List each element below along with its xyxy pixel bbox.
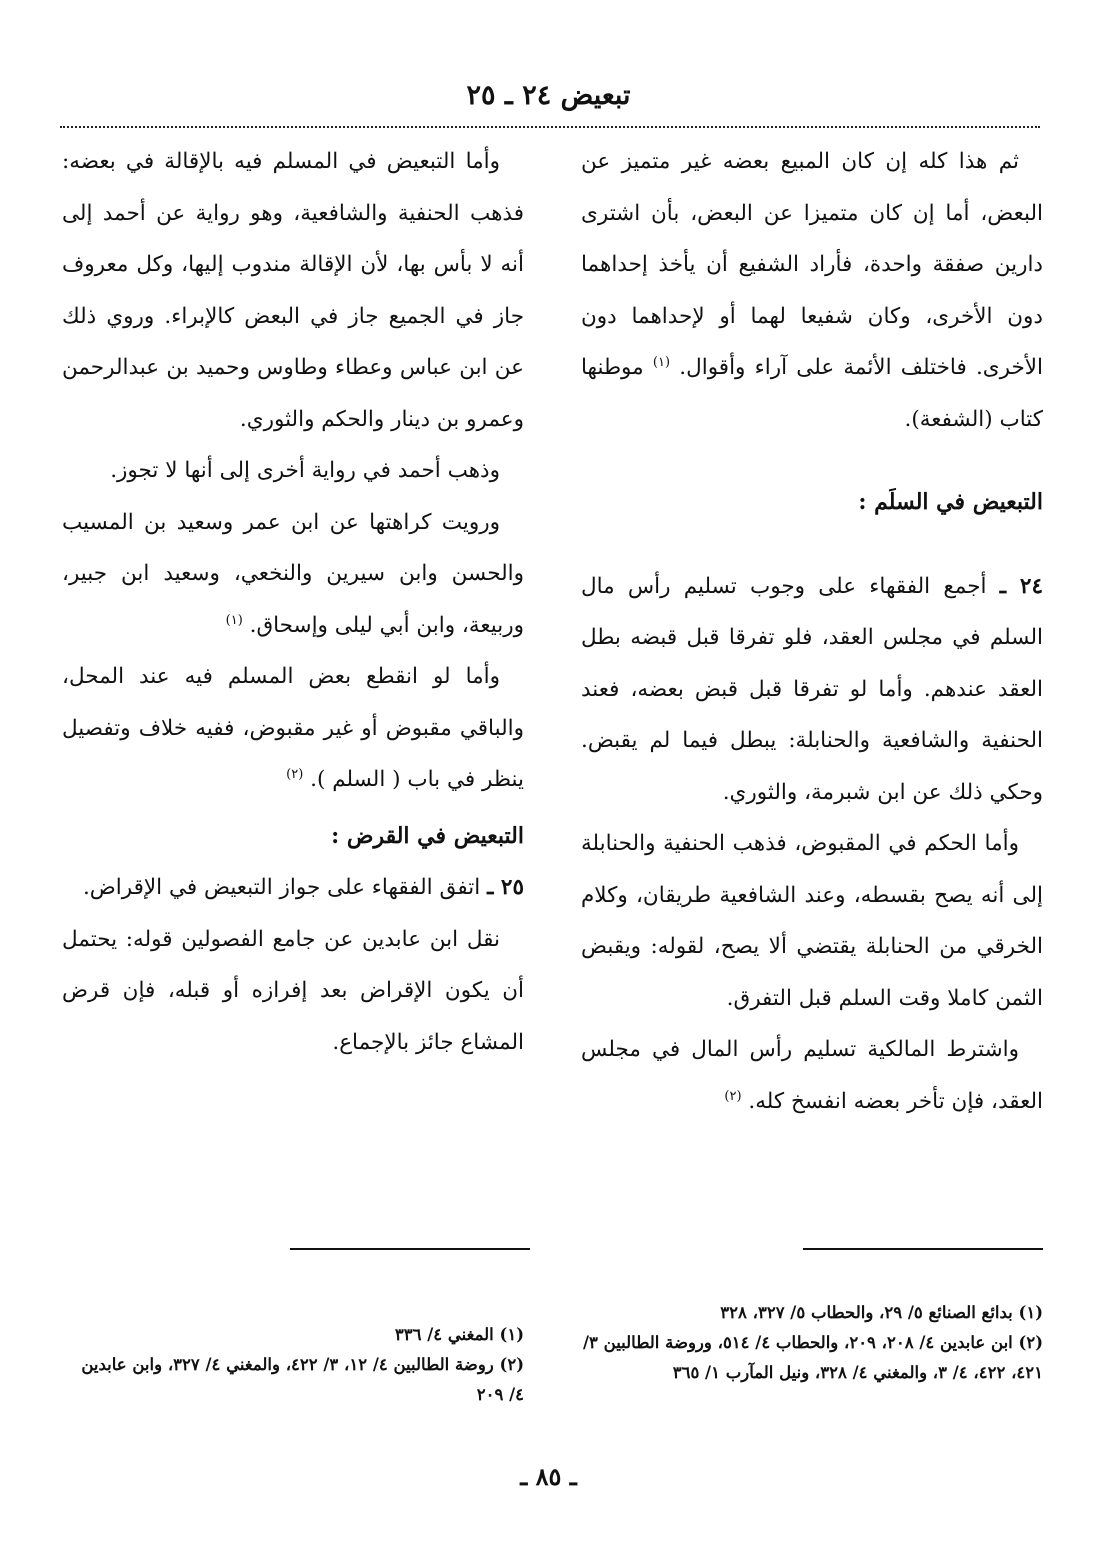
section-heading: التبعيض في السلَم : (858, 489, 1043, 515)
footnote-rule (803, 1248, 1043, 1250)
footnote-ref: (٢) (724, 1088, 742, 1104)
paragraph: ٢٤ ـ أجمع الفقهاء على وجوب تسليم رأس مال السلم في مجلس العقد، فلو تفرقا قبل قبضه بطل العقد عندهم. وأما لو تفرقا قبل قبض بعضه، فعند الحنفية والشافعية والحنابلة: يبطل فيما لم يقبض. وحكي ذلك عن ابن شبرمة، والثوري. (581, 573, 1043, 805)
footnote-ref: (١) (225, 612, 243, 628)
item-number: ٢٤ ـ (999, 573, 1043, 599)
paragraph: ٢٥ ـ اتفق الفقهاء على جواز التبعيض في الإقراض. (82, 875, 524, 900)
paragraph: ثم هذا كله إن كان المبيع بعضه غير متميز عن البعض، أما إن كان متميزا عن البعض، بأن اشترى دارين صفقة واحدة، فأراد الشفيع أن يأخذ إحداهما دون الأخرى، وكان شفيعا لهما أو لإحداهما دون الأخرى. فاختلف الأئمة على آراء وأقوال. $^{(١)}$ موطنها كتاب (الشفعة). (581, 149, 1043, 432)
footnote-ref: (٢) (286, 766, 304, 782)
footnotes-left (62, 1320, 524, 1410)
footnote: (٢) روضة الطالبين ٤/ ١٢، ٣/ ٤٢٢، والمغني ٤/ ٣٢٧، وابن عابدين ٤/ ٢٠٩ (81, 1355, 524, 1404)
item-number: ٢٥ ـ (487, 875, 524, 900)
paragraph: نقل ابن عابدين عن جامع الفصولين قوله: يحتمل أن يكون الإقراض بعد إفرازه أو قبله، فإن قرض المشاع جائز بالإجماع. (62, 926, 524, 1055)
header-dotted-rule (60, 126, 1040, 128)
footnotes-right (581, 1298, 1043, 1388)
paragraph: واشترط المالكية تسليم رأس المال في مجلس العقد، فإن تأخر بعضه انفسخ كله. $^{(٢)}$ (581, 1037, 1043, 1114)
footnote: (٢) ابن عابدين ٤/ ٢٠٨، ٢٠٩، والحطاب ٤/ ٥١٤، وروضة الطالبين ٣/ ٤٢١، ٤٢٢، ٤/ ٣، والمغني ٤/ ٣٢٨، ونيل المآرب ١/ ٣٦٥ (582, 1333, 1043, 1382)
paragraph: ورويت كراهتها عن ابن عمر وسعيد بن المسيب والحسن وابن سيرين والنخعي، وسعيد ابن جبير، وربيعة، وابن أبي ليلى وإسحاق. $^{(١)}$ (62, 509, 524, 638)
paragraph: وذهب أحمد في رواية أخرى إلى أنها لا تجوز. (110, 458, 500, 483)
page-number: ـ ٨٥ ـ (520, 1462, 577, 1491)
running-header: تبعيض ٢٤ ـ ٢٥ (466, 80, 631, 111)
paragraph: وأما الحكم في المقبوض، فذهب الحنفية والحنابلة إلى أنه يصح بقسطه، وعند الشافعية طريقان، وكلام الخرقي من الحنابلة يقتضي ألا يصح، لقوله: ويقبض الثمن كاملا وقت السلم قبل التفرق. (581, 831, 1043, 1011)
right-column (581, 136, 1043, 1127)
footnote-rule (290, 1248, 530, 1250)
footnote-ref: (١) (652, 354, 671, 370)
paragraph: وأما لو انقطع بعض المسلم فيه عند المحل، والباقي مقبوض أو غير مقبوض، ففيه خلاف وتفصيل ينظر في باب ( السلم ). $^{(٢)}$ (62, 664, 524, 792)
left-column (62, 136, 524, 1068)
section-heading: التبعيض في القرض : (331, 822, 524, 849)
footnote: (١) بدائع الصنائع ٥/ ٢٩، والحطاب ٥/ ٣٢٧، ٣٢٨ (720, 1303, 1043, 1322)
footnote: (١) المغني ٤/ ٣٣٦ (394, 1325, 524, 1344)
paragraph: وأما التبعيض في المسلم فيه بالإقالة في بعضه: فذهب الحنفية والشافعية، وهو رواية عن أحمد إلى أنه لا بأس بها، لأن الإقالة مندوب إليها، وكل معروف جاز في الجميع جاز في البعض كالإبراء. وروي ذلك عن ابن عباس وعطاء وطاوس وحميد بن عبدالرحمن وعمرو بن دينار والحكم والثوري. (62, 149, 524, 432)
